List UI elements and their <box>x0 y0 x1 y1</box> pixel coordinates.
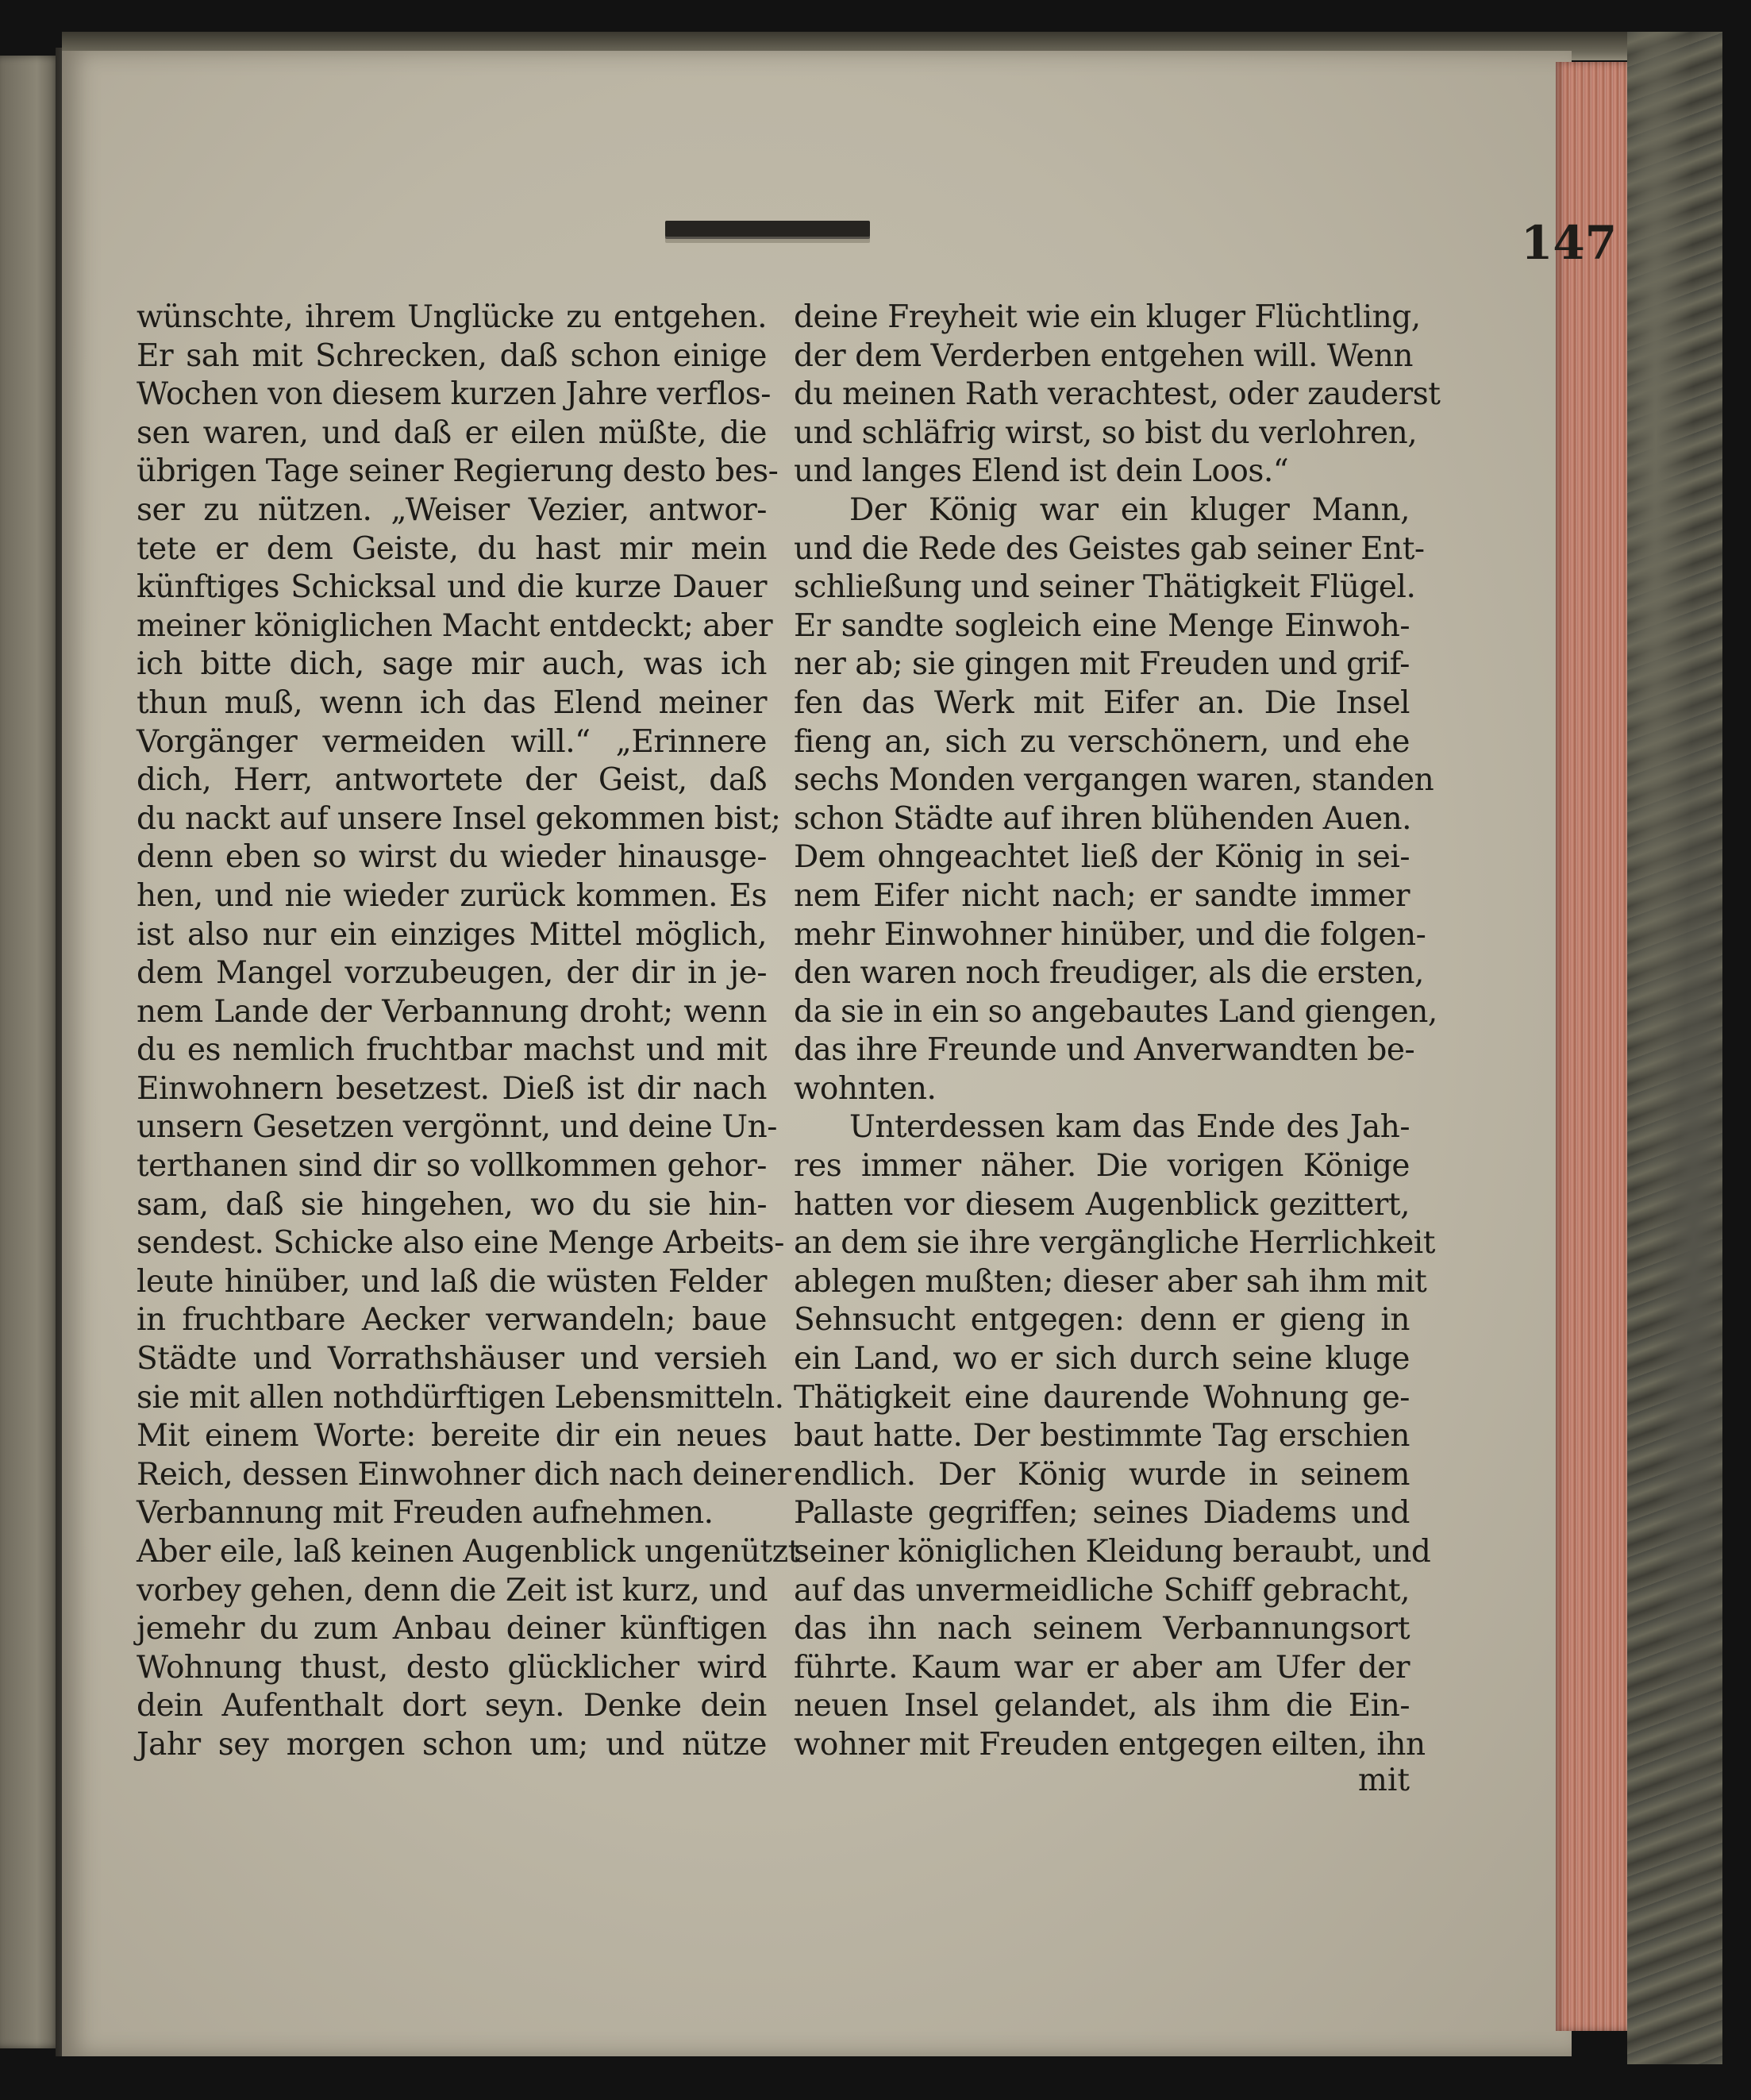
left-page-edge <box>0 56 62 2048</box>
text-line: und die Rede des Geistes gab seiner Ent- <box>794 530 1425 567</box>
text-line: Sehnsucht entgegen: denn er gieng in <box>794 1302 1410 1339</box>
text-line: mehr Einwohner hinüber, und die folgen- <box>794 916 1426 953</box>
text-line: Jahr sey morgen schon um; und nütze <box>137 1726 767 1763</box>
text-line: du es nemlich fruchtbar machst und mit <box>137 1032 767 1069</box>
text-line: das ihre Freunde und Anverwandten be- <box>794 1032 1415 1069</box>
text-line: jemehr du zum Anbau deiner künftigen <box>137 1611 767 1647</box>
text-line: sam, daß sie hingehen, wo du sie hin- <box>137 1186 767 1223</box>
text-line: baut hatte. Der bestimmte Tag erschien <box>794 1418 1410 1455</box>
text-line: nem Lande der Verbannung droht; wenn <box>137 993 767 1030</box>
text-line: Thätigkeit eine daurende Wohnung ge- <box>794 1379 1410 1416</box>
text-line: schon Städte auf ihren blühenden Auen. <box>794 800 1412 837</box>
text-line: unsern Gesetzen vergönnt, und deine Un- <box>137 1109 777 1146</box>
text-line: endlich. Der König wurde in seinem <box>794 1456 1410 1493</box>
marbled-cover <box>1627 32 1722 2064</box>
text-line: übrigen Tage seiner Regierung desto bes- <box>137 453 779 490</box>
text-line: Vorgänger vermeiden will.“ „Erinnere <box>137 723 767 760</box>
text-line: dem Mangel vorzubeugen, der dir in je- <box>137 955 767 992</box>
text-line: vorbey gehen, denn die Zeit ist kurz, und <box>137 1572 768 1609</box>
text-line: Städte und Vorrathshäuser und versieh <box>137 1341 767 1378</box>
text-line: terthanen sind dir so vollkommen gehor- <box>137 1148 767 1185</box>
text-line: hatten vor diesem Augenblick gezittert, <box>794 1186 1410 1223</box>
text-line: Aber eile, laß keinen Augenblick ungenützt <box>137 1534 800 1570</box>
page-edges <box>1556 62 1634 2031</box>
text-line: wünschte, ihrem Unglücke zu entgehen. <box>137 299 767 335</box>
text-line: wohner mit Freuden entgegen eilten, ihn <box>794 1726 1426 1763</box>
text-line: hen, und nie wieder zurück kommen. Es <box>137 877 767 914</box>
text-line: sendest. Schicke also eine Menge Arbeits- <box>137 1225 784 1262</box>
text-line: ist also nur ein einziges Mittel möglich, <box>137 916 767 953</box>
text-line: dich, Herr, antwortete der Geist, daß <box>137 762 767 799</box>
text-line: fieng an, sich zu verschönern, und ehe <box>794 723 1410 760</box>
text-line: Der König war ein kluger Mann, <box>849 491 1410 528</box>
text-line: an dem sie ihre vergängliche Herrlichkeit <box>794 1225 1435 1262</box>
text-line: du nackt auf unsere Insel gekommen bist; <box>137 800 781 837</box>
text-line: Wochen von diesem kurzen Jahre verflos- <box>137 376 771 413</box>
text-line: Dem ohngeachtet ließ der König in sei- <box>794 839 1410 876</box>
text-line: Einwohnern besetzest. Dieß ist dir nach <box>137 1070 767 1107</box>
text-line: und langes Elend ist dein Loos.“ <box>794 453 1289 490</box>
text-line: neuen Insel gelandet, als ihm die Ein- <box>794 1688 1410 1724</box>
text-line: seiner königlichen Kleidung beraubt, und <box>794 1534 1431 1570</box>
text-line: ner ab; sie gingen mit Freuden und grif- <box>794 646 1410 683</box>
text-line: meiner königlichen Macht entdeckt; aber <box>137 607 773 644</box>
text-line: wohnten. <box>794 1070 937 1107</box>
text-line: sechs Monden vergangen waren, standen <box>794 762 1434 799</box>
right-text-column <box>794 299 1441 1765</box>
text-line: und schläfrig wirst, so bist du verlohren, <box>794 414 1418 451</box>
text-line: deine Freyheit wie ein kluger Flüchtling, <box>794 299 1421 335</box>
text-line: das ihn nach seinem Verbannungsort <box>794 1611 1410 1647</box>
text-line: Reich, dessen Einwohner dich nach deiner <box>137 1456 791 1493</box>
text-line: ich bitte dich, sage mir auch, was ich <box>137 646 767 683</box>
text-line: res immer näher. Die vorigen Könige <box>794 1148 1410 1185</box>
text-line: da sie in ein so angebautes Land giengen, <box>794 993 1437 1030</box>
text-line: leute hinüber, und laß die wüsten Felder <box>137 1263 767 1300</box>
text-line: Verbannung mit Freuden aufnehmen. <box>137 1495 714 1532</box>
text-line: sen waren, und daß er eilen müßte, die <box>137 414 767 451</box>
text-line: ablegen mußten; dieser aber sah ihm mit <box>794 1263 1427 1300</box>
left-text-column <box>137 299 800 1765</box>
text-line: nem Eifer nicht nach; er sandte immer <box>794 877 1410 914</box>
text-line: tete er dem Geiste, du hast mir mein <box>137 530 767 567</box>
text-line: auf das unvermeidliche Schiff gebracht, <box>794 1572 1410 1609</box>
text-line: ein Land, wo er sich durch seine kluge <box>794 1341 1410 1378</box>
text-line: sie mit allen nothdürftigen Lebensmitteln. <box>137 1379 784 1416</box>
text-line: Unterdessen kam das Ende des Jah- <box>849 1109 1410 1146</box>
catchword: mit <box>1357 1763 1410 1798</box>
text-line: künftiges Schicksal und die kurze Dauer <box>137 569 767 606</box>
text-line: denn eben so wirst du wieder hinausge- <box>137 839 767 876</box>
text-line: führte. Kaum war er aber am Ufer der <box>794 1649 1410 1686</box>
text-line: Pallaste gegriffen; seines Diadems und <box>794 1495 1410 1532</box>
text-line: Er sah mit Schrecken, daß schon einige <box>137 337 767 374</box>
text-line: ser zu nützen. „Weiser Vezier, antwor- <box>137 491 767 528</box>
text-line: Mit einem Worte: bereite dir ein neues <box>137 1418 767 1455</box>
header-rule <box>665 221 870 237</box>
text-line: du meinen Rath verachtest, oder zauderst <box>794 376 1441 413</box>
text-line: thun muß, wenn ich das Elend meiner <box>137 684 767 721</box>
text-line: dein Aufenthalt dort seyn. Denke dein <box>137 1688 767 1724</box>
text-line: Er sandte sogleich eine Menge Einwoh- <box>794 607 1410 644</box>
text-line: schließung und seiner Thätigkeit Flügel. <box>794 569 1416 606</box>
text-line: Wohnung thust, desto glücklicher wird <box>137 1649 767 1686</box>
text-line: den waren noch freudiger, als die ersten, <box>794 955 1424 992</box>
text-line: fen das Werk mit Eifer an. Die Insel <box>794 684 1410 721</box>
text-line: der dem Verderben entgehen will. Wenn <box>794 337 1414 374</box>
text-line: in fruchtbare Aecker verwandeln; baue <box>137 1302 767 1339</box>
page-number: 147 <box>1521 216 1618 270</box>
